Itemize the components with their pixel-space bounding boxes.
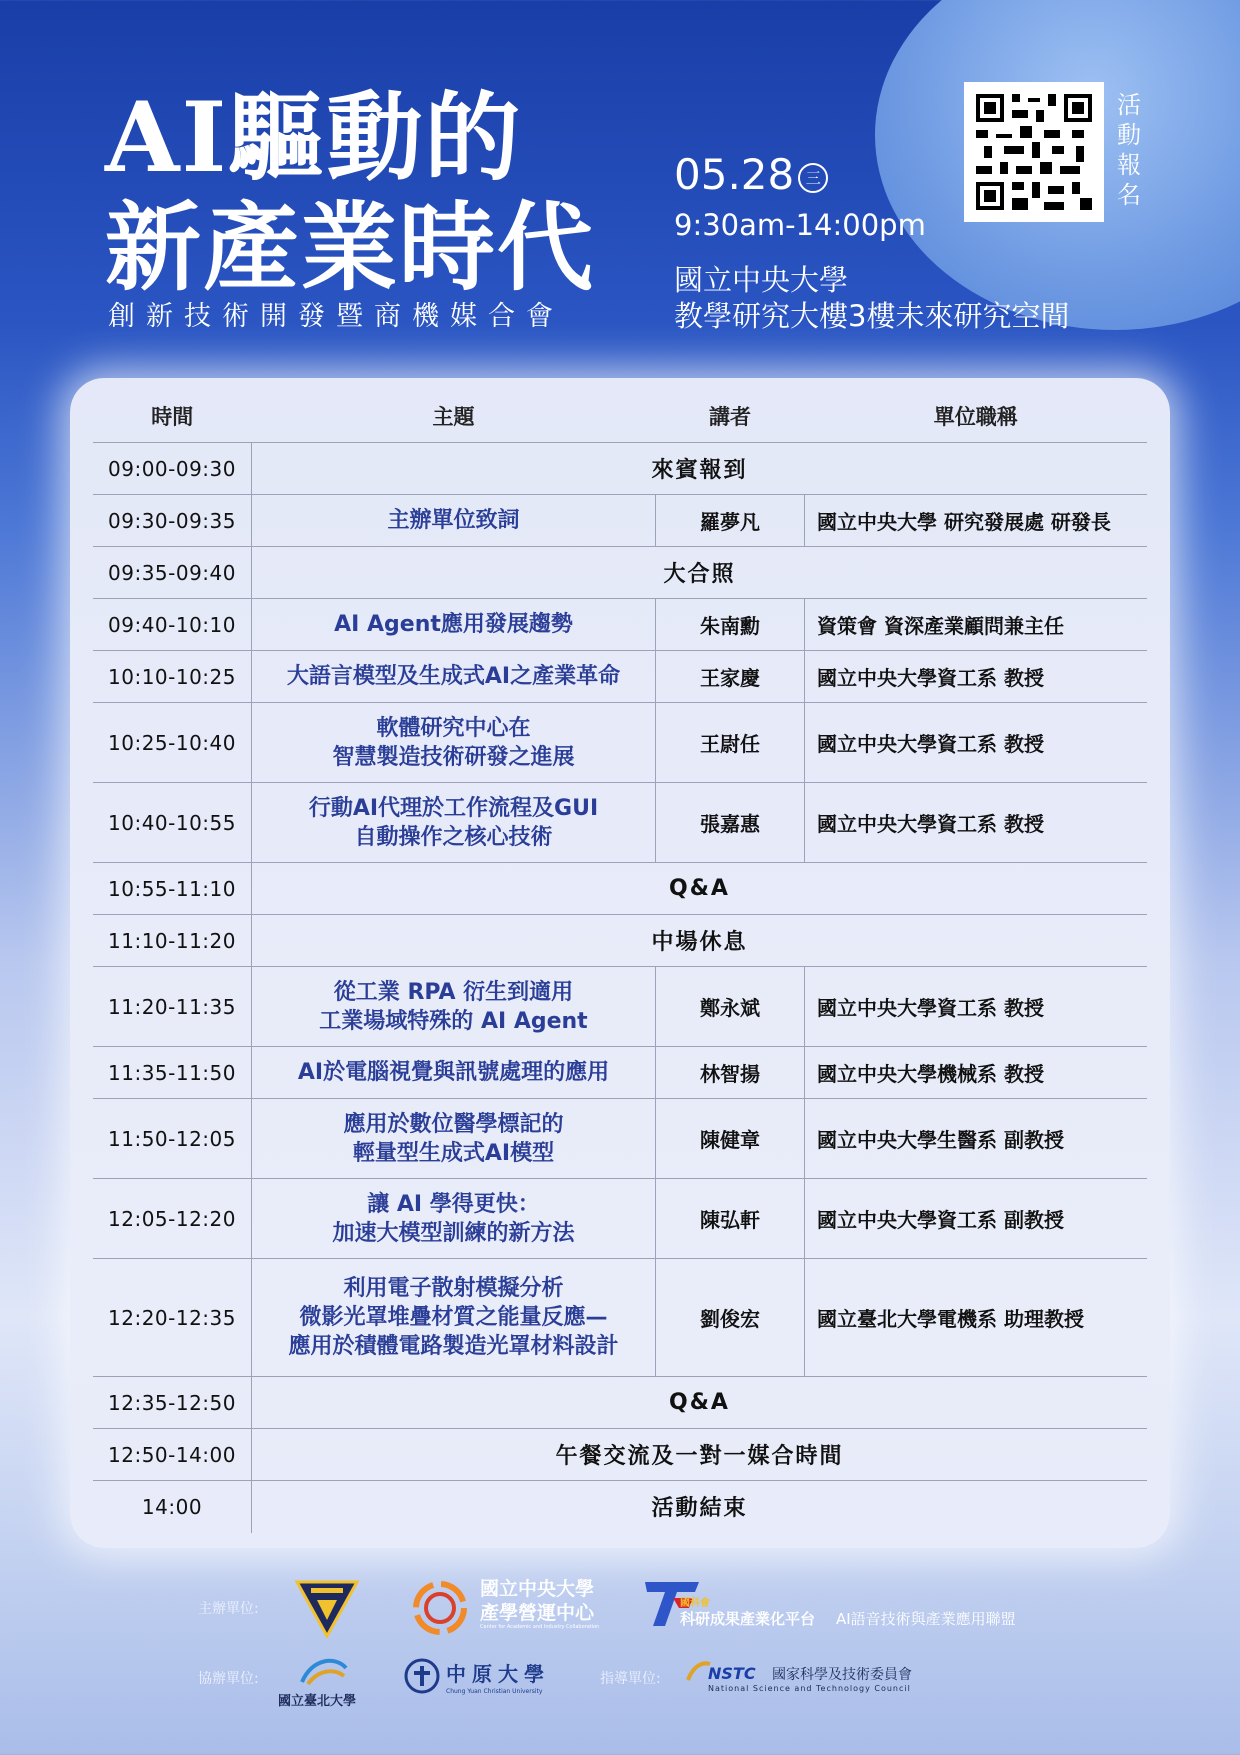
- topic-line: 應用於積體電路製造光罩材料設計: [288, 1334, 619, 1359]
- nstc-name: 國家科學及技術委員會: [772, 1667, 912, 1683]
- nstc-name-en: National Science and Technology Council: [708, 1684, 911, 1693]
- table-row: [93, 1481, 1147, 1533]
- row-speaker: 林智揚: [656, 1047, 805, 1099]
- table-row: [93, 1429, 1147, 1481]
- ntpu-name: 國立臺北大學: [278, 1694, 357, 1709]
- row-topic: [252, 967, 656, 1047]
- event-title-line2: 新產業時代: [105, 191, 595, 304]
- row-affiliation: 國立臺北大學電機系 助理教授: [805, 1259, 1148, 1377]
- event-title-line1: AI驅動的: [105, 81, 523, 194]
- row-time: 14:00: [93, 1481, 252, 1533]
- ncu-center-name-l1: 國立中央大學: [480, 1578, 595, 1600]
- row-time: 10:40-10:55: [93, 783, 252, 863]
- row-topic: [252, 1179, 656, 1259]
- row-affiliation: 國立中央大學資工系 教授: [805, 651, 1148, 703]
- header-time: 時間: [151, 405, 194, 429]
- agenda-card: [70, 378, 1170, 1548]
- topic-line: 利用電子散射模擬分析: [343, 1276, 564, 1301]
- table-row: [93, 783, 1147, 863]
- row-time: 12:05-12:20: [93, 1179, 252, 1259]
- event-time: 9:30am-14:00pm: [674, 208, 926, 242]
- row-time: 12:35-12:50: [93, 1377, 252, 1429]
- cycu-name-en: Chung Yuan Christian University: [446, 1688, 543, 1695]
- table-row: [93, 547, 1147, 599]
- row-time: 12:20-12:35: [93, 1259, 252, 1377]
- row-event: 午餐交流及一對一媒合時間: [252, 1429, 1148, 1481]
- sponsor-footer: [0, 1560, 1240, 1755]
- venue-line2: 教學研究大樓3樓未來研究空間: [674, 299, 1070, 333]
- row-affiliation: 國立中央大學機械系 教授: [805, 1047, 1148, 1099]
- table-row: [93, 599, 1147, 651]
- table-row: [93, 1047, 1147, 1099]
- row-time: 10:10-10:25: [93, 651, 252, 703]
- platform-name: 科研成果產業化平台: [680, 1610, 816, 1628]
- cycu-emblem-icon: [404, 1658, 440, 1694]
- table-header-row: [93, 390, 1147, 443]
- row-time: 10:25-10:40: [93, 703, 252, 783]
- table-row: [93, 863, 1147, 915]
- row-affiliation: 國立中央大學資工系 教授: [805, 783, 1148, 863]
- table-row: [93, 967, 1147, 1047]
- row-speaker: 劉俊宏: [656, 1259, 805, 1377]
- table-row: [93, 915, 1147, 967]
- row-topic: 大語言模型及生成式AI之產業革命: [252, 651, 656, 703]
- table-row: [93, 495, 1147, 547]
- row-speaker: 陳健章: [656, 1099, 805, 1179]
- row-time: 09:35-09:40: [93, 547, 252, 599]
- row-speaker: 張嘉惠: [656, 783, 805, 863]
- row-time: 10:55-11:10: [93, 863, 252, 915]
- row-topic: AI於電腦視覺與訊號處理的應用: [252, 1047, 656, 1099]
- platform-small-label: 國科會: [680, 1598, 710, 1609]
- row-topic: 主辦單位致詞: [252, 495, 656, 547]
- row-speaker: 王家慶: [656, 651, 805, 703]
- agenda-table: [93, 390, 1147, 1533]
- weekday-badge: 三: [798, 163, 828, 193]
- row-topic: AI Agent應用發展趨勢: [252, 599, 656, 651]
- row-affiliation: 國立中央大學 研究發展處 研發長: [805, 495, 1148, 547]
- row-time: 11:35-11:50: [93, 1047, 252, 1099]
- date-text: 05.28: [674, 150, 795, 199]
- table-row: [93, 703, 1147, 783]
- coorganizer-label: 協辦單位:: [198, 1671, 259, 1687]
- table-row: [93, 1099, 1147, 1179]
- row-topic: [252, 1259, 656, 1377]
- topic-line: 軟體研究中心在: [376, 715, 531, 741]
- ai-alliance-name: AI語音技術與產業應用聯盟: [836, 1610, 1016, 1628]
- row-topic: [252, 703, 656, 783]
- row-affiliation: 資策會 資深產業顧問兼主任: [805, 599, 1148, 651]
- ncu-center-name-l2: 產學營運中心: [480, 1602, 595, 1624]
- topic-line: 智慧製造技術研發之進展: [332, 744, 575, 770]
- header-affiliation: 單位職稱: [933, 405, 1018, 429]
- topic-line: 輕量型生成式AI模型: [352, 1140, 555, 1166]
- row-time: 11:50-12:05: [93, 1099, 252, 1179]
- row-speaker: 鄭永斌: [656, 967, 805, 1047]
- topic-line: 加速大模型訓練的新方法: [332, 1220, 575, 1246]
- ncu-shield-icon: [295, 1580, 359, 1638]
- row-speaker: 王尉任: [656, 703, 805, 783]
- advisor-label: 指導單位:: [600, 1671, 661, 1687]
- row-event: 大合照: [252, 547, 1148, 599]
- table-row: [93, 1179, 1147, 1259]
- row-affiliation: 國立中央大學資工系 教授: [805, 967, 1148, 1047]
- cycu-name: 中原大學: [446, 1662, 550, 1686]
- row-speaker: 羅夢凡: [656, 495, 805, 547]
- topic-line: 應用於數位醫學標記的: [343, 1111, 564, 1137]
- topic-line: 自動操作之核心技術: [354, 824, 553, 850]
- qr-icon: [976, 94, 1092, 210]
- registration-qr-code[interactable]: [964, 82, 1104, 222]
- event-subtitle: 創新技術開發暨商機媒合會: [108, 301, 564, 332]
- venue-line1: 國立中央大學: [674, 263, 849, 297]
- row-event: 來賓報到: [252, 443, 1148, 495]
- nstc-abbr: NSTC: [708, 1664, 756, 1683]
- row-time: 09:40-10:10: [93, 599, 252, 651]
- header-speaker: 講者: [709, 405, 751, 429]
- row-time: 09:00-09:30: [93, 443, 252, 495]
- registration-label: 活動報名: [1117, 91, 1141, 209]
- row-event: Q&A: [252, 863, 1148, 915]
- organizer-label: 主辦單位:: [198, 1601, 259, 1617]
- topic-line: 微影光罩堆疊材質之能量反應—: [299, 1305, 608, 1330]
- table-row: [93, 1259, 1147, 1377]
- row-time: 11:10-11:20: [93, 915, 252, 967]
- row-affiliation: 國立中央大學資工系 副教授: [805, 1179, 1148, 1259]
- row-event: 活動結束: [252, 1481, 1148, 1533]
- table-row: [93, 651, 1147, 703]
- table-row: [93, 443, 1147, 495]
- row-topic: [252, 1099, 656, 1179]
- ntpu-logo-icon: [298, 1654, 350, 1688]
- row-topic: [252, 783, 656, 863]
- row-event: Q&A: [252, 1377, 1148, 1429]
- row-event: 中場休息: [252, 915, 1148, 967]
- row-time: 12:50-14:00: [93, 1429, 252, 1481]
- ncu-center-name-en: Center for Academic and Industry Collaboration: [480, 1624, 600, 1630]
- row-speaker: 朱南勳: [656, 599, 805, 651]
- topic-line: 工業場域特殊的 AI Agent: [319, 1008, 588, 1034]
- topic-line: 從工業 RPA 衍生到適用: [333, 979, 574, 1005]
- row-speaker: 陳弘軒: [656, 1179, 805, 1259]
- row-affiliation: 國立中央大學資工系 教授: [805, 703, 1148, 783]
- row-time: 11:20-11:35: [93, 967, 252, 1047]
- event-date: [674, 150, 828, 199]
- topic-line: 讓 AI 學得更快：: [367, 1191, 540, 1217]
- header-topic: 主題: [432, 405, 475, 429]
- table-row: [93, 1377, 1147, 1429]
- row-time: 09:30-09:35: [93, 495, 252, 547]
- topic-line: 行動AI代理於工作流程及GUI: [308, 795, 599, 821]
- ncu-center-icon: [410, 1578, 470, 1638]
- row-affiliation: 國立中央大學生醫系 副教授: [805, 1099, 1148, 1179]
